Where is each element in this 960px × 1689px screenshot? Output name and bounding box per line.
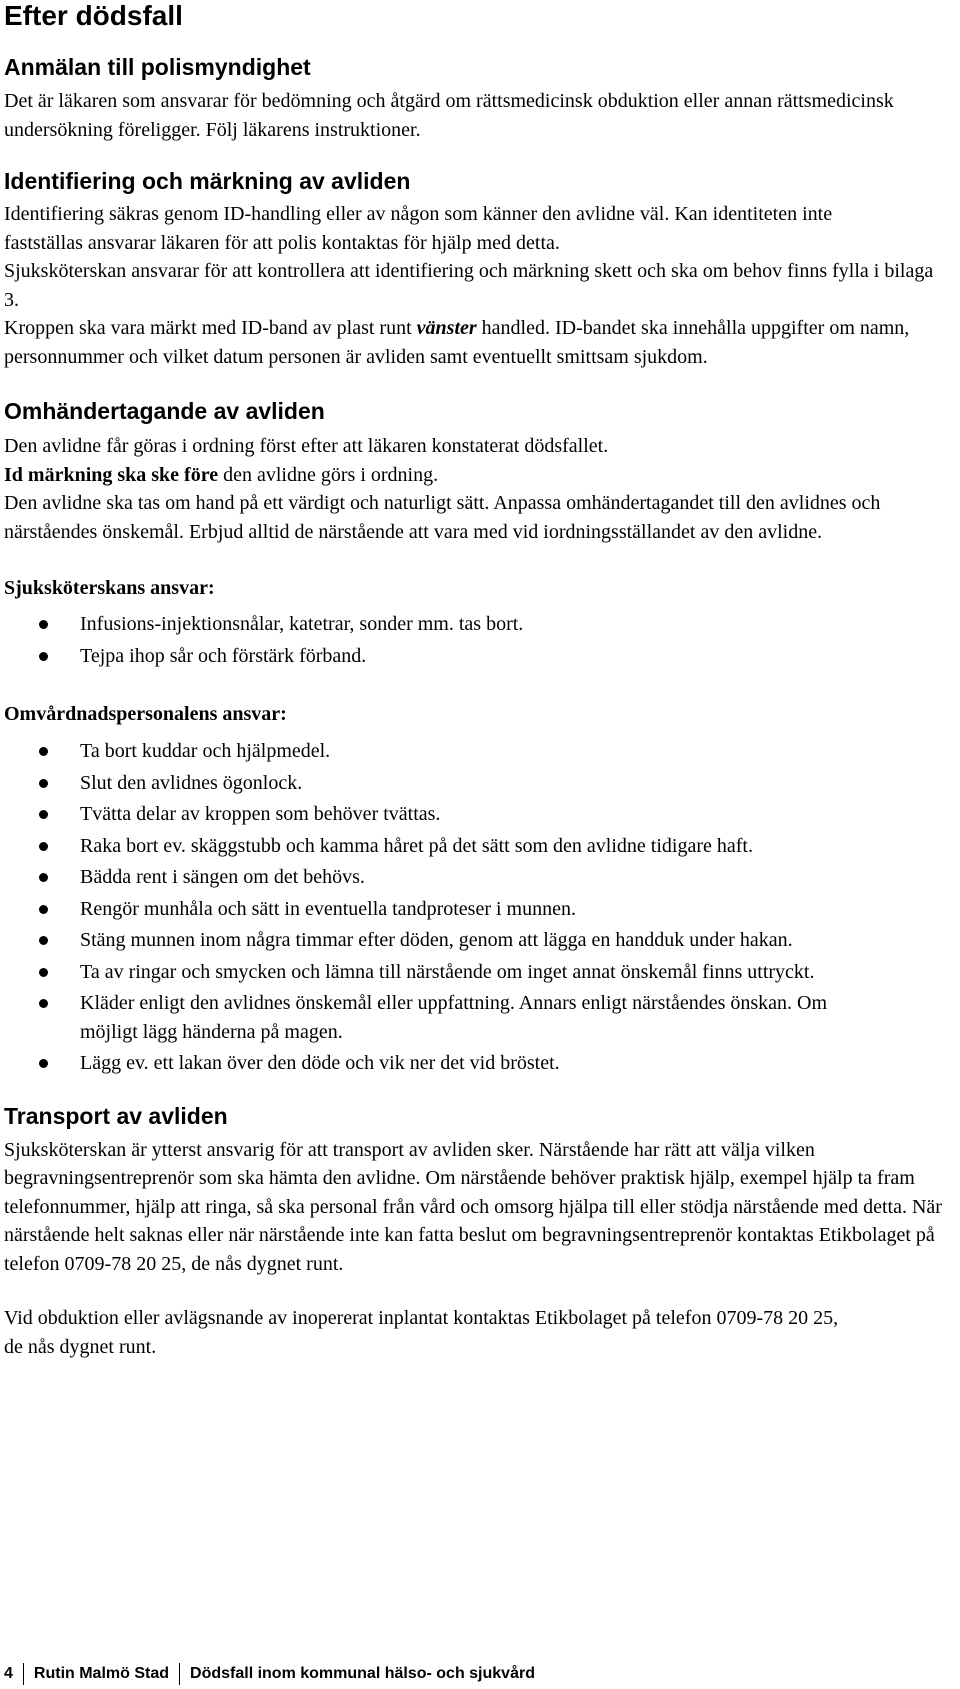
- footer-divider: [23, 1663, 24, 1685]
- police-report-text: Det är läkaren som ansvarar för bedömning och åtgärd om rättsmedicinsk obduktion eller annan rättsmedicinsk undersökning föreligger. Följ läkarens instruktioner.: [4, 90, 894, 141]
- id-marking-emphasis: Id märkning ska ske före: [4, 463, 219, 486]
- nurse-responsibility-heading: Sjuksköterskans ansvar:: [4, 577, 215, 599]
- footer-divider: [179, 1663, 180, 1685]
- nurse-task-list: [4, 610, 954, 670]
- list-item: Stäng munnen inom några timmar efter döden, genom att lägga en handduk under hakan.: [4, 926, 884, 955]
- list-item: Tejpa ihop sår och förstärk förband.: [4, 642, 954, 671]
- bullet-icon: [39, 968, 48, 977]
- bullet-icon: [39, 652, 48, 661]
- bullet-icon: [39, 747, 48, 756]
- identification-paragraph-3: [4, 314, 949, 371]
- care-paragraph-1: Den avlidne får göras i ordning först efter att läkaren konstaterat dödsfallet.: [4, 435, 609, 457]
- bullet-icon: [39, 999, 48, 1008]
- section-heading-identification: Identifiering och märkning av avliden: [4, 168, 411, 194]
- list-item: Kläder enligt den avlidnes önskemål eller uppfattning. Annars enligt närståendes önskan. Om möjligt lägg händerna på magen.: [4, 989, 884, 1046]
- section-heading-police-report: Anmälan till polismyndighet: [4, 54, 311, 80]
- transport-paragraph-2: Vid obduktion eller avlägsnande av inopererat inplantat kontaktas Etikbolaget på telefon 0709-78 20 25, de nås dygnet runt.: [4, 1307, 839, 1358]
- bullet-icon: [39, 936, 48, 945]
- list-item: Ta bort kuddar och hjälpmedel.: [4, 737, 884, 766]
- bullet-icon: [39, 810, 48, 819]
- bullet-icon: [39, 873, 48, 882]
- list-item: Bädda rent i sängen om det behövs.: [4, 863, 884, 892]
- care-paragraph-2-rest: den avlidne görs i ordning.: [218, 463, 439, 486]
- list-item: Ta av ringar och smycken och lämna till närstående om inget annat önskemål finns uttryckt.: [4, 958, 884, 987]
- bullet-icon: [39, 779, 48, 788]
- bullet-icon: [39, 1059, 48, 1068]
- bullet-icon: [39, 842, 48, 851]
- document-name: Rutin Malmö Stad: [33, 1665, 170, 1682]
- bullet-icon: [39, 620, 48, 629]
- identification-paragraph-2: Sjuksköterskan ansvarar för att kontrollera att identifiering och märkning skett och ska om behov finns fylla i bilaga 3.: [4, 260, 934, 311]
- bullet-icon: [39, 905, 48, 914]
- list-item: Infusions-injektionsnålar, katetrar, sonder mm. tas bort.: [4, 610, 954, 639]
- list-item: Raka bort ev. skäggstubb och kamma håret på det sätt som den avlidne tidigare haft.: [4, 832, 884, 861]
- identification-paragraph-1: Identifiering säkras genom ID-handling eller av någon som känner den avlidne väl. Kan identiteten inte fastställas ansvarar läkaren för att polis kontaktas för hjälp med detta.: [4, 203, 833, 254]
- identification-text-end: handled. ID-bandet ska innehålla uppgifter om namn, personnummer och vilket datum personen är avliden samt eventuellt smittsam sjukdom.: [4, 317, 910, 368]
- page-number: 4: [4, 1665, 13, 1682]
- list-item: Lägg ev. ett lakan över den döde och vik ner det vid bröstet.: [4, 1049, 884, 1078]
- care-paragraph-2: [4, 461, 954, 490]
- list-item: Rengör munhåla och sätt in eventuella tandproteser i munnen.: [4, 895, 884, 924]
- care-paragraph-3: Den avlidne ska tas om hand på ett värdigt och naturligt sätt. Anpassa omhändertagandet till den avlidnes och närståendes önskemål. Erbjud alltid de närstående att vara med vid iordningsställandet av den avlidne.: [4, 492, 881, 543]
- transport-paragraph-1: Sjuksköterskan är ytterst ansvarig för att transport av avliden sker. Närstående har rätt att välja vilken begravningsentreprenör som ska hämta den avlidne. Om närstående behöver praktisk hjälp, exempel hjälp ta fram telefonnummer, hjälp att ringa, så ska personal från vård och omsorg hjälpa till eller stödja närstående med detta. När närstående helt saknas eller när närstående inte kan fatta beslut om begravningsentreprenör kontaktas Etikbolaget på telefon 0709-78 20 25, de nås dygnet runt.: [4, 1138, 942, 1275]
- list-item: Tvätta delar av kroppen som behöver tvättas.: [4, 800, 884, 829]
- document-page: [4, 0, 954, 1361]
- section-heading-transport: Transport av avliden: [4, 1102, 228, 1129]
- staff-responsibility-heading: Omvårdnadspersonalens ansvar:: [4, 703, 287, 725]
- page-title: Efter dödsfall: [4, 0, 183, 31]
- staff-task-list: [4, 737, 884, 1078]
- list-item: Slut den avlidnes ögonlock.: [4, 769, 884, 798]
- section-heading-care: Omhändertagande av avliden: [4, 398, 325, 424]
- document-subtitle: Dödsfall inom kommunal hälso- och sjukvård: [190, 1665, 535, 1682]
- left-wrist-emphasis: vänster: [416, 317, 477, 339]
- identification-text-start: Kroppen ska vara märkt med ID-band av plast runt: [4, 317, 417, 339]
- page-footer: [4, 1663, 535, 1685]
